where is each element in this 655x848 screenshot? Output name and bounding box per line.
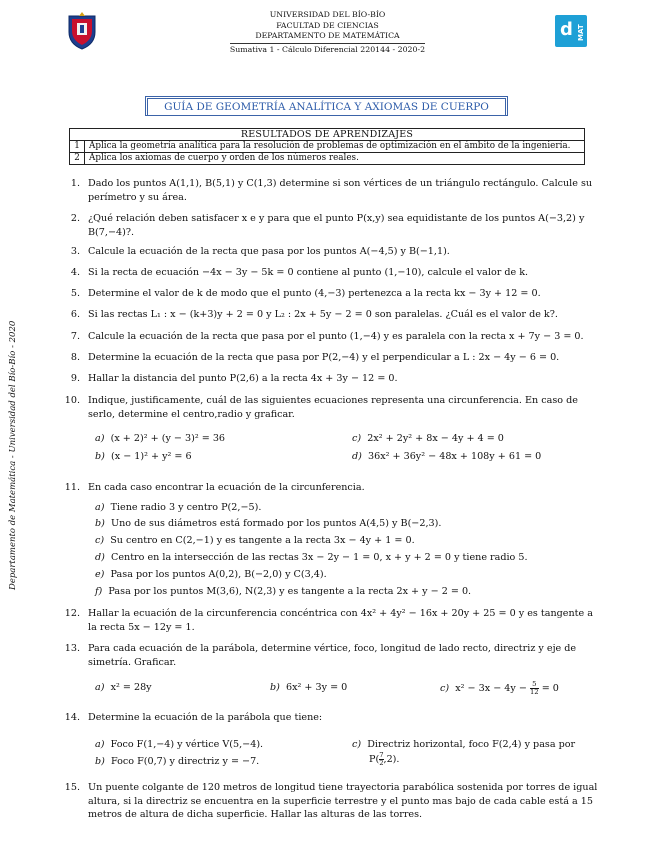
item-label: c) <box>440 683 450 694</box>
item-text: Uno de sus diámetros está formado por los puntos A(4,5) y B(−2,3). <box>111 518 442 529</box>
problem-number: 1. <box>70 178 80 189</box>
results-row-number: 2 <box>70 153 85 165</box>
item-text: (x + 2)² + (y − 3)² = 36 <box>110 433 226 444</box>
department-name: DEPARTAMENTO DE MATEMÁTICA <box>255 31 400 40</box>
problem-number: 5. <box>70 288 80 299</box>
problem-number: 15. <box>64 782 80 793</box>
results-row-text: Aplica la geometría analítica para la resolución de problemas de optimización en el ámbito de la ingeniería. <box>85 141 585 153</box>
p14-item-a <box>95 738 263 752</box>
problem-number: 3. <box>70 246 80 257</box>
item-label: d) <box>352 451 362 462</box>
p14-item-b <box>95 755 259 769</box>
p11-item-b <box>95 517 441 531</box>
item-text: x² = 28y <box>110 682 152 693</box>
problem-number: 7. <box>70 331 80 342</box>
problem-text: Hallar la distancia del punto P(2,6) a la recta 4x + 3y − 12 = 0. <box>88 373 398 384</box>
p11-item-d <box>95 551 528 565</box>
p10-item-c <box>352 432 504 446</box>
item-label: e) <box>95 569 105 580</box>
item-text: Tiene radio 3 y centro P(2,−5). <box>110 502 262 513</box>
item-label: b) <box>95 518 105 529</box>
item-label: d) <box>95 552 105 563</box>
problem-text: Calcule la ecuación de la recta que pasa por el punto (1,−4) y es paralela con la recta x + 7y − 3 = 0. <box>88 331 584 342</box>
p11-item-c <box>95 534 415 548</box>
problem-text: Calcule la ecuación de la recta que pasa por los puntos A(−4,5) y B(−1,1). <box>88 246 450 257</box>
problem-text: En cada caso encontrar la ecuación de la circunferencia. <box>88 482 365 493</box>
p11-item-f <box>95 585 471 599</box>
item-label: b) <box>270 682 280 693</box>
item-text: x² − 3x − 4y − <box>455 683 527 694</box>
course-line: Sumativa 1 - Cálculo Diferencial 220144 - 2020-2 <box>229 44 426 54</box>
problem-number: 10. <box>64 395 80 406</box>
item-text: Su centro en C(2,−1) y es tangente a la recta 3x − 4y + 1 = 0. <box>110 535 415 546</box>
item-label: c) <box>352 739 362 750</box>
p10-item-a <box>95 432 225 446</box>
side-watermark-text: Departamento de Matemática - Universidad del Bío-Bío - 2020 <box>8 320 18 590</box>
learning-results-table <box>69 128 585 165</box>
problem-text: Para cada ecuación de la parábola, determine vértice, foco, longitud de lado recto, directriz y eje de simetría. Graficar. <box>88 643 577 668</box>
item-text: Directriz horizontal, foco F(2,4) y pasa por <box>367 739 576 750</box>
p13-item-c <box>440 681 559 696</box>
item-text: Pasa por los puntos M(3,6), N(2,3) y es tangente a la recta 2x + y − 2 = 0. <box>108 586 472 597</box>
item-text: Pasa por los puntos A(0,2), B(−2,0) y C(3,4). <box>110 569 327 580</box>
dmat-logo-icon <box>555 15 587 47</box>
p10-item-d <box>352 450 541 464</box>
p11-item-e <box>95 568 327 582</box>
item-label: c) <box>352 433 362 444</box>
p11-item-a <box>95 501 261 515</box>
problem-number: 12. <box>64 608 80 619</box>
item-label: c) <box>95 535 105 546</box>
item-text: Centro en la intersección de las rectas 3x − 2y − 1 = 0, x + y + 2 = 0 y tiene radio 5. <box>111 552 528 563</box>
item-label: a) <box>95 739 105 750</box>
problem-text: ¿Qué relación deben satisfacer x e y para que el punto P(x,y) sea equidistante de los puntos A(−3,2) y B(7,−4)?. <box>88 213 585 238</box>
item-text: Foco F(1,−4) y vértice V(5,−4). <box>110 739 264 750</box>
dmat-logo-d: d <box>560 19 573 40</box>
item-text: Foco F(0,7) y directriz y = −7. <box>111 756 260 767</box>
item-label: b) <box>95 756 105 767</box>
problem-number: 9. <box>70 373 80 384</box>
university-name: UNIVERSIDAD DEL BÍO-BÍO <box>269 10 386 19</box>
item-text: 2x² + 2y² + 8x − 4y + 4 = 0 <box>367 433 504 444</box>
problem-number: 2. <box>70 213 80 224</box>
results-row-number: 1 <box>70 141 85 153</box>
table-row <box>70 153 585 165</box>
guide-title: GUÍA DE GEOMETRÍA ANALÍTICA Y AXIOMAS DE CUERPO <box>147 98 506 116</box>
problem-number: 11. <box>64 482 80 493</box>
p10-item-b <box>95 450 192 464</box>
item-label: a) <box>95 433 105 444</box>
problem-text: Un puente colgante de 120 metros de longitud tiene trayectoria parabólica sostenida por torres de igual altura, si la directriz se encuentra en la superficie terrestre y el punto mas bajo de cada cable está a 15 metros de altura de dicha superficie. Hallar las alturas de las torres. <box>88 782 598 820</box>
fraction-numerator: 7 <box>379 751 384 759</box>
results-row-text: Aplica los axiomas de cuerpo y orden de los números reales. <box>85 153 585 165</box>
problem-text: Hallar la ecuación de la circunferencia concéntrica con 4x² + 4y² − 16x + 20y + 25 = 0 y es tangente a la recta 5x − 12y = 1. <box>88 608 593 633</box>
problem-number: 6. <box>70 309 80 320</box>
fraction <box>530 681 539 696</box>
problem-text: Indique, justificamente, cuál de las siguientes ecuaciones representa una circunferencia. En caso de serlo, determine el centro,radio y graficar. <box>88 395 578 420</box>
problem-text: Si las rectas L₁ : x − (k+3)y + 2 = 0 y L₂ : 2x + 5y − 2 = 0 son paralelas. ¿Cuál es el valor de k?. <box>88 309 558 320</box>
fraction-denominator: 2 <box>379 759 384 767</box>
problem-text: Determine la ecuación de la parábola que tiene: <box>88 712 323 723</box>
problem-text: Determine la ecuación de la recta que pasa por P(2,−4) y el perpendicular a L : 2x − 4y − 6 = 0. <box>88 352 560 363</box>
guide-title-box <box>145 96 508 116</box>
item-text: 6x² + 3y = 0 <box>286 682 348 693</box>
item-label: b) <box>95 451 105 462</box>
table-row <box>70 141 585 153</box>
item-label: a) <box>95 682 105 693</box>
results-heading: RESULTADOS DE APRENDIZAJES <box>70 129 585 141</box>
problem-text: Determine el valor de k de modo que el punto (4,−3) pertenezca a la recta kx − 3y + 12 = 0. <box>88 288 541 299</box>
item-text: (x − 1)² + y² = 6 <box>111 451 192 462</box>
item-label: f) <box>95 586 103 597</box>
p13-item-b <box>270 681 347 695</box>
p14-item-c <box>352 738 575 752</box>
item-text: P( <box>369 754 380 765</box>
fraction-denominator: 12 <box>529 688 539 696</box>
p14-item-c-line2 <box>369 752 399 767</box>
item-text: 36x² + 36y² − 48x + 108y + 61 = 0 <box>368 451 542 462</box>
faculty-name: FACULTAD DE CIENCIAS <box>276 20 379 30</box>
item-text-tail: ,2). <box>383 754 400 765</box>
item-text-tail: = 0 <box>541 683 559 694</box>
p13-item-a <box>95 681 152 695</box>
problem-text: Si la recta de ecuación −4x − 3y − 5k = 0 contiene al punto (1,−10), calcule el valor de k. <box>88 267 529 278</box>
item-label: a) <box>95 502 105 513</box>
problem-text: Dado los puntos A(1,1), B(5,1) y C(1,3) determine si son vértices de un triángulo rectángulo. Calcule su perímetro y su área. <box>88 178 593 203</box>
dmat-logo-mat: MAT <box>577 24 585 41</box>
problem-number: 14. <box>64 712 80 723</box>
problem-number: 8. <box>70 352 80 363</box>
problem-number: 4. <box>70 267 80 278</box>
problem-number: 13. <box>64 643 80 654</box>
fraction-numerator: 5 <box>530 681 539 689</box>
